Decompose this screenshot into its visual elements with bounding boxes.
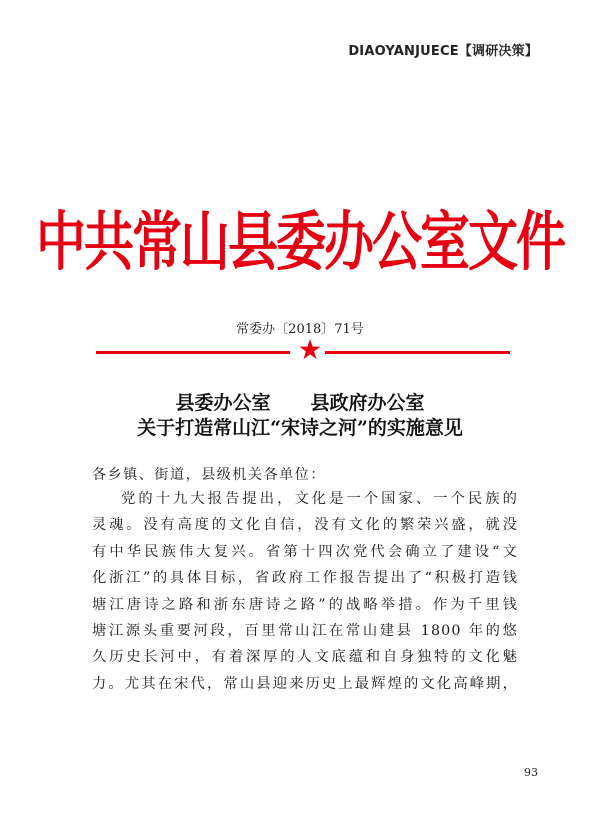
section-latin: DIAOYANJUECE xyxy=(348,44,459,59)
body-line: 塘江源头重要河段，百里常山江在常山建县 1800 年的悠 xyxy=(92,622,518,639)
body-line: 灵魂。没有高度的文化自信，没有文化的繁荣兴盛，就没 xyxy=(92,517,518,534)
page-number: 93 xyxy=(524,766,538,779)
red-rule-left xyxy=(96,351,290,354)
body-line: 党的十九大报告提出，文化是一个国家、一个民族的 xyxy=(121,491,518,507)
document-title-line-1 xyxy=(0,388,600,415)
body-line: 久历史长河中，有着深厚的人文底蕴和自身独特的文化魅 xyxy=(92,649,518,666)
running-header xyxy=(348,40,538,59)
document-number: 常委办〔2018〕71号 xyxy=(236,322,364,337)
document-title-line-2: 关于打造常山江“宋诗之河”的实施意见 xyxy=(137,417,463,439)
star-icon xyxy=(298,338,322,362)
body-line: 有中华民族伟大复兴。省第十四次党代会确立了建设“文 xyxy=(92,543,518,560)
issuer-county-committee-office: 县委办公室 xyxy=(175,392,271,414)
masthead-title: 中共常山县委办公室文件 xyxy=(36,203,564,280)
body-text xyxy=(92,486,518,697)
body-line: 力。尤其在宋代，常山县迎来历史上最辉煌的文化高峰期， xyxy=(92,675,518,692)
section-bracketed: 【调研决策】 xyxy=(458,44,538,59)
issuer-county-government-office: 县政府办公室 xyxy=(310,392,425,414)
salutation: 各乡镇、街道，县级机关各单位： xyxy=(92,467,326,483)
body-line: 化浙江”的具体目标，省政府工作报告提出了“积极打造钱 xyxy=(92,570,518,587)
red-rule-right xyxy=(325,351,510,354)
body-line: 塘江唐诗之路和浙东唐诗之路”的战略举措。作为千里钱 xyxy=(92,596,518,613)
